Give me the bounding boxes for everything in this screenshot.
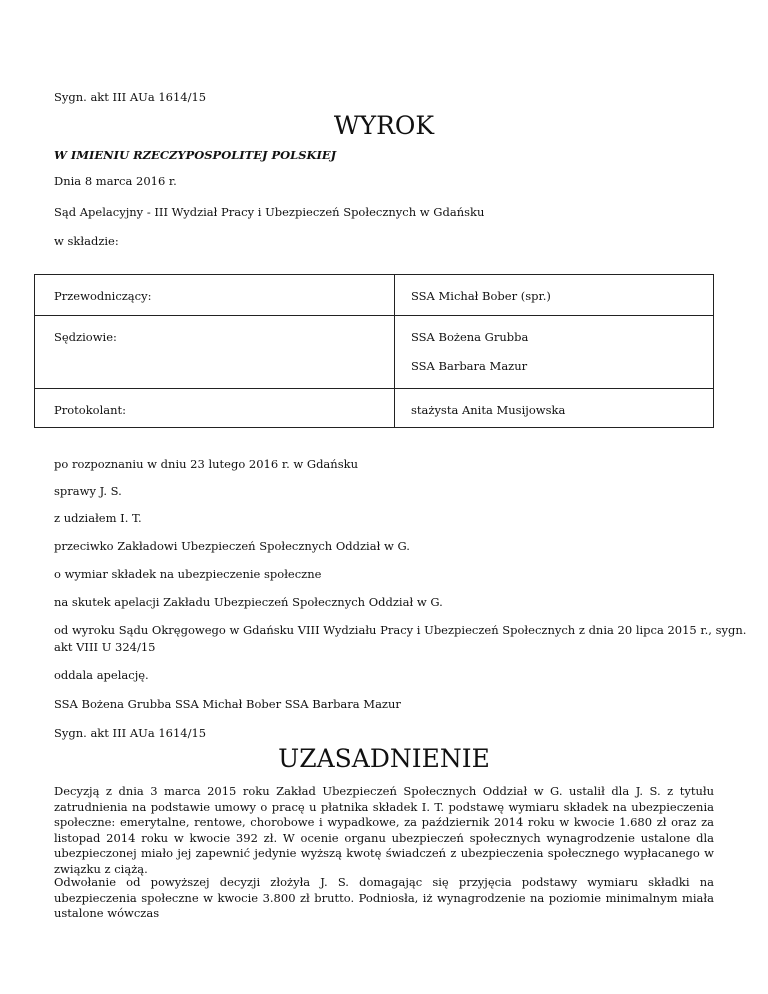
bench-role: Protokolant:: [35, 389, 395, 428]
case-party: sprawy J. S.: [54, 484, 122, 498]
appeal-info: na skutek apelacji Zakładu Ubezpieczeń Społecznych Oddział w G.: [54, 595, 443, 609]
justification-title: UZASADNIENIE: [278, 744, 490, 773]
case-reference-top: Sygn. akt III AUa 1614/15: [54, 90, 207, 104]
defendant: przeciwko Zakładowi Ubezpieczeń Społecznych Oddział w G.: [54, 539, 410, 553]
bench-row-chair: [35, 275, 714, 316]
bench-role: Sędziowie:: [35, 316, 395, 389]
justification-paragraph: Decyzją z dnia 3 marca 2015 roku Zakład Ubezpieczeń Społecznych Oddział w G. ustalił dla J. S. z tytułu zatrudnienia na podstawie umowy o pracę u płatnika składek I. T. podstawę wymiaru składek na ubezpieczenia społeczne: emerytalne, rentowe, chorobowe i wypadkowe, za październik 2014 roku w kwocie 1.680 zł oraz za listopad 2014 roku w kwocie 392 zł. W ocenie organu ubezpieczeń społecznych wynagrodzenie ustalone dla ubezpieczonej miało jej zapewnić jedynie wyższą kwotę świadczeń z ubezpieczenia społecznego wypłacanego w związku z ciążą.: [54, 784, 714, 876]
bench-row-clerk: [35, 389, 714, 428]
lower-court-judgment: od wyroku Sądu Okręgowego w Gdańsku VIII Wydziału Pracy i Ubezpieczeń Społecznych z dnia 20 lipca 2015 r., sygn.: [54, 623, 747, 637]
court-name: Sąd Apelacyjny - III Wydział Pracy i Ubezpieczeń Społecznych w Gdańsku: [54, 205, 485, 219]
bench-name: SSA Barbara Mazur: [411, 359, 528, 373]
bench-names-cell: [395, 316, 714, 389]
composition-intro: w składzie:: [54, 234, 119, 248]
case-reference-justification: Sygn. akt III AUa 1614/15: [54, 726, 207, 740]
case-subject: o wymiar składek na ubezpieczenie społeczne: [54, 567, 322, 581]
justification-paragraph: Odwołanie od powyższej decyzji złożyła J. S. domagając się przyjęcia podstawy wymiaru składki na ubezpieczenia społeczne w kwocie 3.800 zł brutto. Podniosła, iż wynagrodzenie na poziomie minimalnym miała ustalone wówczas: [54, 875, 714, 920]
ruling: oddala apelację.: [54, 668, 149, 682]
bench-role: Przewodniczący:: [35, 275, 395, 316]
judge-signatures: SSA Bożena Grubba SSA Michał Bober SSA Barbara Mazur: [54, 697, 401, 711]
participant: z udziałem I. T.: [54, 511, 142, 525]
bench-name: SSA Michał Bober (spr.): [395, 275, 714, 316]
lower-court-case-ref: akt VIII U 324/15: [54, 640, 156, 654]
bench-name: SSA Bożena Grubba: [411, 330, 529, 344]
bench-name: stażysta Anita Musijowska: [395, 389, 714, 428]
verdict-date: Dnia 8 marca 2016 r.: [54, 174, 177, 188]
hearing-info: po rozpoznaniu w dniu 23 lutego 2016 r. w Gdańsku: [54, 457, 358, 471]
bench-row-judges: [35, 316, 714, 389]
verdict-subtitle: W IMIENIU RZECZYPOSPOLITEJ POLSKIEJ: [54, 148, 337, 162]
bench-table: [34, 274, 714, 428]
verdict-title: WYROK: [333, 111, 435, 140]
